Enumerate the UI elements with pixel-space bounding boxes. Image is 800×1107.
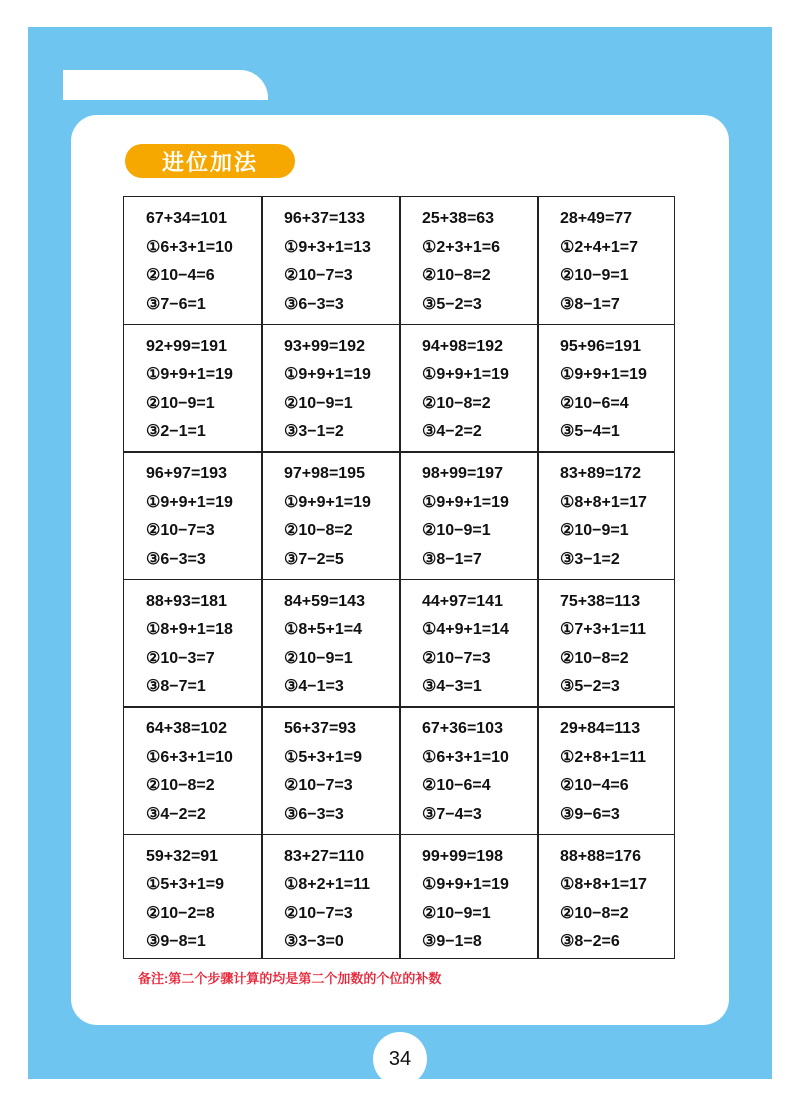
problem-step: ①8+5+1=4 — [284, 621, 362, 638]
grid-divider — [124, 451, 674, 453]
problem-cell — [400, 835, 538, 963]
problem-step: ③6−3=3 — [284, 805, 344, 823]
problem-equation: 93+99=192 — [284, 337, 365, 355]
problem-equation: 29+84=113 — [560, 720, 641, 737]
problem-cell — [262, 835, 400, 963]
problem-cell — [538, 580, 673, 708]
problem-cell — [400, 452, 538, 580]
problem-step: ③8−1=7 — [422, 550, 482, 568]
problem-step: ①2+8+1=11 — [560, 748, 646, 766]
problem-step: ②10−8=2 — [560, 904, 629, 922]
grid-divider — [261, 197, 263, 958]
problem-equation: 99+99=198 — [422, 847, 503, 865]
problem-equation: 67+36=103 — [422, 720, 503, 737]
problem-step: ③7−6=1 — [146, 295, 206, 313]
problem-step: ③9−6=3 — [560, 805, 620, 823]
problem-equation: 25+38=63 — [422, 210, 495, 227]
problem-equation: 97+98=195 — [284, 465, 365, 482]
problem-cell — [538, 197, 673, 325]
problem-equation: 98+99=197 — [422, 465, 503, 482]
problem-equation: 95+96=191 — [560, 337, 641, 355]
problem-cell — [124, 580, 262, 708]
problem-step: ③3−1=2 — [560, 550, 620, 568]
problem-cell — [538, 707, 673, 835]
problem-step: ②10−9=1 — [146, 394, 215, 412]
problem-step: ③3−1=2 — [284, 423, 344, 440]
problem-step: ②10−3=7 — [146, 649, 215, 667]
problem-cell — [400, 580, 538, 708]
problem-step: ③8−7=1 — [146, 678, 206, 695]
problem-step: ③4−3=1 — [422, 678, 482, 695]
problem-step: ③8−1=7 — [560, 295, 620, 313]
problem-cell — [400, 197, 538, 325]
problem-step: ①9+9+1=19 — [422, 876, 509, 893]
problem-step: ③5−4=1 — [560, 423, 620, 440]
grid-divider — [399, 197, 401, 958]
problem-step: ③4−2=2 — [422, 423, 482, 440]
problem-grid — [123, 196, 675, 959]
problem-step: ③6−3=3 — [284, 295, 344, 313]
problem-step: ③6−3=3 — [146, 550, 206, 568]
problem-step: ③4−1=3 — [284, 678, 344, 695]
problem-step: ②10−8=2 — [422, 394, 491, 412]
problem-step: ②10−9=1 — [422, 522, 491, 539]
problem-step: ②10−9=1 — [560, 267, 629, 284]
problem-cell — [262, 197, 400, 325]
problem-step: ③5−2=3 — [560, 678, 620, 695]
problem-step: ③5−2=3 — [422, 295, 482, 313]
footnote: 备注:第二个步骤计算的均是第二个加数的个位的补数 — [138, 971, 442, 986]
problem-equation: 92+99=191 — [146, 337, 227, 355]
problem-step: ①6+3+1=10 — [422, 748, 509, 766]
problem-step: ①9+9+1=19 — [422, 366, 509, 383]
problem-equation: 28+49=77 — [560, 210, 633, 227]
grid-divider — [124, 834, 674, 836]
grid-divider — [124, 324, 674, 326]
problem-cell — [538, 325, 673, 453]
problem-step: ①8+9+1=18 — [146, 621, 233, 638]
problem-cell — [124, 707, 262, 835]
problem-step: ②10−9=1 — [422, 904, 491, 922]
problem-step: ②10−8=2 — [146, 777, 215, 794]
problem-step: ③7−2=5 — [284, 550, 344, 568]
problem-step: ①9+9+1=19 — [146, 366, 233, 383]
problem-cell — [124, 197, 262, 325]
problem-step: ①6+3+1=10 — [146, 748, 233, 766]
problem-cell — [400, 707, 538, 835]
problem-step: ①8+8+1=17 — [560, 493, 647, 511]
problem-step: ③9−8=1 — [146, 933, 206, 950]
problem-step: ①9+3+1=13 — [284, 238, 371, 256]
problem-step: ②10−9=1 — [284, 394, 353, 412]
problem-step: ②10−8=2 — [284, 522, 353, 539]
problem-step: ①2+3+1=6 — [422, 238, 500, 256]
problem-step: ②10−4=6 — [560, 777, 629, 794]
problem-step: ②10−7=3 — [284, 267, 353, 284]
problem-cell — [538, 452, 673, 580]
problem-equation: 44+97=141 — [422, 592, 503, 610]
page-tab — [63, 70, 268, 100]
problem-step: ②10−6=4 — [422, 777, 491, 794]
problem-step: ①8+2+1=11 — [284, 876, 370, 893]
problem-equation: 96+37=133 — [284, 210, 365, 227]
problem-step: ①9+9+1=19 — [560, 366, 647, 383]
problem-equation: 83+89=172 — [560, 465, 641, 482]
problem-step: ①9+9+1=19 — [284, 366, 371, 383]
problem-step: ③7−4=3 — [422, 805, 482, 823]
problem-step: ②10−2=8 — [146, 904, 215, 922]
problem-step: ②10−4=6 — [146, 267, 215, 284]
page-number: 34 — [373, 1032, 427, 1086]
problem-equation: 67+34=101 — [146, 210, 227, 227]
problem-step: ①9+9+1=19 — [146, 493, 233, 511]
grid-divider — [124, 706, 674, 708]
problem-step: ①5+3+1=9 — [284, 748, 362, 766]
problem-equation: 94+98=192 — [422, 337, 503, 355]
problem-cell — [538, 835, 673, 963]
problem-step: ②10−7=3 — [422, 649, 491, 667]
problem-cell — [262, 580, 400, 708]
problem-step: ③4−2=2 — [146, 805, 206, 823]
problem-equation: 84+59=143 — [284, 592, 365, 610]
problem-cell — [262, 452, 400, 580]
problem-step: ②10−9=1 — [284, 649, 353, 667]
section-title: 进位加法 — [125, 144, 295, 178]
problem-cell — [400, 325, 538, 453]
problem-equation: 83+27=110 — [284, 847, 365, 865]
problem-step: ③9−1=8 — [422, 933, 482, 950]
problem-cell — [262, 325, 400, 453]
problem-equation: 59+32=91 — [146, 847, 219, 865]
problem-step: ①2+4+1=7 — [560, 238, 638, 256]
grid-divider — [124, 579, 674, 581]
problem-step: ③3−3=0 — [284, 933, 344, 950]
problem-step: ①7+3+1=11 — [560, 621, 646, 638]
problem-step: ②10−7=3 — [284, 777, 353, 794]
problem-step: ①9+9+1=19 — [284, 493, 371, 511]
problem-equation: 88+93=181 — [146, 592, 227, 610]
problem-step: ③2−1=1 — [146, 423, 206, 440]
problem-equation: 64+38=102 — [146, 720, 227, 737]
problem-step: ①8+8+1=17 — [560, 876, 647, 893]
problem-step: ②10−9=1 — [560, 522, 629, 539]
problem-step: ②10−6=4 — [560, 394, 629, 412]
problem-equation: 96+97=193 — [146, 465, 227, 482]
problem-step: ②10−7=3 — [146, 522, 215, 539]
problem-step: ②10−7=3 — [284, 904, 353, 922]
problem-step: ①5+3+1=9 — [146, 876, 224, 893]
problem-equation: 75+38=113 — [560, 592, 641, 610]
problem-step: ①6+3+1=10 — [146, 238, 233, 256]
problem-step: ①4+9+1=14 — [422, 621, 509, 638]
problem-cell — [262, 707, 400, 835]
problem-cell — [124, 835, 262, 963]
problem-cell — [124, 452, 262, 580]
problem-step: ②10−8=2 — [560, 649, 629, 667]
problem-step: ①9+9+1=19 — [422, 493, 509, 511]
problem-step: ③8−2=6 — [560, 933, 620, 950]
problem-equation: 56+37=93 — [284, 720, 357, 737]
problem-cell — [124, 325, 262, 453]
problem-equation: 88+88=176 — [560, 847, 641, 865]
grid-divider — [537, 197, 539, 958]
problem-step: ②10−8=2 — [422, 267, 491, 284]
